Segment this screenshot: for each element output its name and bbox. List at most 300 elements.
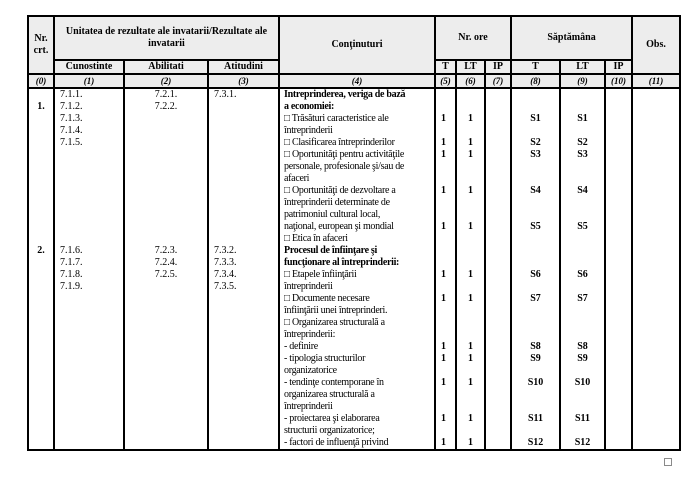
table-line-lt: 1 [468,269,474,280]
header-row-indices [28,74,680,88]
header-saptamana: Săptămâna [511,16,632,60]
table-line-content: □ Etica în afaceri [284,233,348,244]
table-line-ip [486,353,510,365]
table-line-num [29,413,53,425]
table-line-abi [125,317,207,329]
table-line-ati [209,293,278,305]
table-line-content: - factori de influenţă privind [284,437,389,448]
table-line-sip [606,113,631,125]
table-line-ati [209,413,278,425]
table-line-cun [55,221,123,233]
table-line-slt [561,89,604,101]
table-line-cun: 7.1.2. [60,101,83,112]
table-line-ati [209,137,278,149]
col-index-3: (3) [208,74,279,88]
body-col-sapt-ip [605,88,632,450]
table-line-ip [486,329,510,341]
table-line-lt: 1 [468,221,474,232]
table-line-sip [606,161,631,173]
table-line-t [436,329,455,341]
table-line-num [29,269,53,281]
table-line-num [29,353,53,365]
table-line-num [29,233,53,245]
table-line-sip [606,173,631,185]
table-line-obs [633,113,679,125]
table-line-t [436,245,455,257]
table-line-ati: 7.3.2. [214,245,237,256]
table-line-obs [633,341,679,353]
table-line-num [29,281,53,293]
table-line-slt: S8 [577,341,588,352]
table-line-st: S9 [530,353,541,364]
table-line-cun [55,377,123,389]
table-line-ati [209,389,278,401]
col-index-7: (7) [485,74,511,88]
table-line-slt: S10 [574,377,591,388]
table-line-ip [486,341,510,353]
table-line-ati [209,317,278,329]
table-line-ati [209,197,278,209]
table-line-abi [125,197,207,209]
table-line-slt [561,101,604,113]
table-line-obs [633,437,679,449]
table-line-ati [209,233,278,245]
table-line-obs [633,185,679,197]
table-line-st [512,305,559,317]
table-line-st: S5 [530,221,541,232]
table-line-abi [125,113,207,125]
table-line-t: 1 [441,293,447,304]
table-line-t: 1 [441,341,447,352]
table-line-ip [486,137,510,149]
header-ore-t: T [435,60,456,74]
table-line-t [436,365,455,377]
table-line-content: - proiectarea şi elaborarea [284,413,380,424]
table-line-num [29,197,53,209]
table-line-slt [561,257,604,269]
table-line-obs [633,425,679,437]
table-line-abi [125,365,207,377]
table-line-cun: 7.1.8. [60,269,83,280]
table-line-st: S12 [527,437,544,448]
table-line-slt [561,245,604,257]
col-index-8: (8) [511,74,560,88]
table-line-abi [125,305,207,317]
table-line-lt: 1 [468,377,474,388]
table-line-cun: 7.1.6. [60,245,83,256]
table-line-ip [486,125,510,137]
table-line-lt [457,329,484,341]
table-line-ip [486,293,510,305]
table-line-ip [486,197,510,209]
table-line-sip [606,125,631,137]
table-line-ip [486,209,510,221]
table-line-ip [486,269,510,281]
table-line-lt [457,389,484,401]
table-line-t: 1 [441,353,447,364]
table-line-t [436,209,455,221]
table-line-slt [561,161,604,173]
table-line-abi [125,353,207,365]
table-line-st [512,317,559,329]
table-line-ip [486,281,510,293]
table-line-abi: 7.2.1. [154,89,178,100]
table-line-lt [457,245,484,257]
table-line-cun: 7.1.7. [60,257,83,268]
table-line-st: S1 [530,113,541,124]
table-line-obs [633,161,679,173]
table-line-ati: 7.3.1. [214,89,237,100]
table-line-abi [125,173,207,185]
body-col-atitudini [208,88,279,450]
table-line-slt [561,365,604,377]
table-line-content: □ Oportunităţi pentru activităţile [284,149,404,160]
table-line-abi [125,341,207,353]
table-line-obs [633,137,679,149]
table-line-slt [561,209,604,221]
table-line-t [436,389,455,401]
table-line-content: înfiinţării unei întreprinderi. [284,305,388,316]
table-line-slt: S9 [577,353,588,364]
table-line-sip [606,293,631,305]
table-line-ip [486,149,510,161]
table-line-slt: S11 [575,413,591,424]
table-line-obs [633,269,679,281]
header-sapt-t: T [511,60,560,74]
table-line-num [29,389,53,401]
table-line-ip [486,365,510,377]
table-line-abi: 7.2.5. [154,269,178,280]
table-line-st: S11 [528,413,544,424]
table-line-t: 1 [441,437,447,448]
table-line-lt: 1 [468,413,474,424]
table-line-t: 1 [441,377,447,388]
table-line-t: 1 [441,413,447,424]
body-col-abilitati [124,88,208,450]
table-line-st [512,233,559,245]
table-line-cun [55,197,123,209]
table-line-ati [209,161,278,173]
table-line-ip [486,185,510,197]
header-sapt-ip: IP [605,60,632,74]
table-line-ati [209,341,278,353]
header-sapt-lt: LT [560,60,605,74]
table-line-st [512,161,559,173]
table-line-content: □ Clasificarea întreprinderilor [284,137,395,148]
table-line-abi [125,233,207,245]
table-line-content: întreprinderii determinate de [284,197,390,208]
table-line-st [512,365,559,377]
header-nr-crt: Nr. crt. [28,16,54,74]
table-line-cun [55,293,123,305]
table-line-lt [457,317,484,329]
table-line-obs [633,233,679,245]
table-line-ip [486,413,510,425]
table-line-ati: 7.3.5. [214,281,237,292]
table-line-content: structurii organizatorice; [284,425,375,436]
header-ore-lt: LT [456,60,485,74]
table-line-num [29,149,53,161]
table-line-st: S4 [530,185,541,196]
table-line-lt: 1 [468,437,474,448]
header-continuturi: Conţinuturi [279,16,435,74]
table-line-obs [633,281,679,293]
table-line-lt: 1 [468,341,474,352]
table-line-slt: S4 [577,185,588,196]
table-line-ip [486,401,510,413]
table-line-content: Intreprinderea, veriga de bază [284,89,406,100]
table-line-slt: S3 [577,149,588,160]
table-line-cun: 7.1.9. [60,281,83,292]
table-line-obs [633,257,679,269]
table-line-num [29,125,53,137]
table-line-obs [633,149,679,161]
table-line-t: 1 [441,269,447,280]
table-line-sip [606,269,631,281]
table-line-sip [606,329,631,341]
table-line-cun [55,185,123,197]
table-line-st: S8 [530,341,541,352]
table-line-num: 2. [37,245,45,256]
table-line-ati [209,125,278,137]
table-line-abi [125,149,207,161]
table-line-sip [606,137,631,149]
table-line-num [29,257,53,269]
table-line-obs [633,365,679,377]
table-line-sip [606,353,631,365]
table-line-num [29,305,53,317]
table-line-st [512,125,559,137]
table-line-lt [457,161,484,173]
table-line-ip [486,173,510,185]
table-line-abi [125,413,207,425]
table-line-num [29,113,53,125]
table-line-t [436,197,455,209]
table-line-st [512,245,559,257]
table-line-abi [125,137,207,149]
table-line-ip [486,221,510,233]
table-line-t [436,281,455,293]
table-line-cun [55,305,123,317]
table-line-obs [633,329,679,341]
table-line-abi [125,209,207,221]
table-line-ip [486,437,510,449]
table-line-lt [457,233,484,245]
table-line-obs [633,245,679,257]
table-line-sip [606,437,631,449]
table-line-ati: 7.3.4. [214,269,237,280]
table-line-obs [633,413,679,425]
table-line-obs [633,221,679,233]
table-line-ati [209,437,278,449]
table-line-t: 1 [441,113,447,124]
table-line-ip [486,101,510,113]
table-line-slt [561,305,604,317]
table-line-obs [633,125,679,137]
table-line-ati [209,329,278,341]
table-line-abi [125,389,207,401]
table-line-abi [125,161,207,173]
table-line-sip [606,341,631,353]
table-line-content: personale, profesionale şi/sau de [284,161,405,172]
table-line-t [436,233,455,245]
table-line-st: S10 [527,377,544,388]
table-line-lt: 1 [468,185,474,196]
table-line-ip [486,161,510,173]
table-line-content: afaceri [284,173,310,184]
table-line-num [29,221,53,233]
table-line-lt [457,173,484,185]
col-index-11: (11) [632,74,680,88]
header-unit-results: Unitatea de rezultate ale invatarii/Rezultate ale invatarii [54,16,279,60]
table-line-t: 1 [441,137,447,148]
table-line-st [512,329,559,341]
body-col-nr-crt [28,88,54,450]
table-line-sip [606,245,631,257]
table-line-content: - tipologia structurilor [284,353,366,364]
table-line-ati [209,353,278,365]
table-line-t [436,173,455,185]
header-row-main [28,16,680,60]
table-line-num [29,425,53,437]
table-line-slt: S12 [574,437,591,448]
table-line-cun [55,317,123,329]
body-col-ore-ip [485,88,511,450]
table-line-slt [561,173,604,185]
col-index-1: (1) [54,74,124,88]
table-line-lt [457,425,484,437]
table-line-sip [606,377,631,389]
table-line-t [436,257,455,269]
table-line-ip [486,89,510,101]
table-line-cun [55,401,123,413]
table-line-content: întreprinderii [284,281,333,292]
table-line-lt [457,125,484,137]
table-line-content: întreprinderii [284,401,333,412]
table-line-obs [633,293,679,305]
col-index-6: (6) [456,74,485,88]
table-line-content: întreprinderii [284,125,333,136]
table-line-num [29,377,53,389]
table-line-abi: 7.2.4. [154,257,178,268]
table-line-st [512,401,559,413]
table-line-num [29,209,53,221]
table-line-content: naţional, european şi mondial [284,221,394,232]
table-line-t: 1 [441,149,447,160]
body-col-sapt-t [511,88,560,450]
table-line-st [512,389,559,401]
col-index-5: (5) [435,74,456,88]
header-atitudini: Atitudini [208,60,279,74]
table-line-slt [561,425,604,437]
table-line-cun [55,365,123,377]
table-line-num [29,173,53,185]
table-line-lt: 1 [468,293,474,304]
table-line-ati [209,185,278,197]
table-line-sip [606,149,631,161]
table-line-t [436,317,455,329]
table-line-content: □ Documente necesare [284,293,370,304]
table-line-slt [561,317,604,329]
table-line-st: S2 [530,137,541,148]
table-line-sip [606,197,631,209]
table-line-ati [209,209,278,221]
table-line-slt: S1 [577,113,588,124]
table-line-t: 1 [441,221,447,232]
table-line-num [29,341,53,353]
table-line-ati [209,101,278,113]
table-line-content: patrimoniul cultural local, [284,209,381,220]
table-line-cun [55,353,123,365]
table-line-abi [125,401,207,413]
table-line-lt [457,257,484,269]
table-line-st [512,209,559,221]
table-line-slt [561,233,604,245]
table-line-num: 1. [37,101,45,112]
col-index-2: (2) [124,74,208,88]
table-line-obs [633,209,679,221]
table-line-lt [457,89,484,101]
header-abilitati: Abilitati [124,60,208,74]
table-line-lt [457,401,484,413]
table-line-slt [561,281,604,293]
table-line-cun: 7.1.4. [60,125,83,136]
table-line-ati [209,365,278,377]
table-line-cun [55,389,123,401]
table-line-st [512,425,559,437]
col-index-0: (0) [28,74,54,88]
table-line-sip [606,185,631,197]
table-line-t [436,101,455,113]
table-line-slt: S7 [577,293,588,304]
table-line-content: □ Etapele înfiinţării [284,269,357,280]
table-line-ati [209,113,278,125]
table-line-obs [633,389,679,401]
table-line-abi: 7.2.3. [154,245,178,256]
table-line-t [436,401,455,413]
table-line-ip [486,245,510,257]
table-line-num [29,185,53,197]
table-line-st: S3 [530,149,541,160]
table-line-t: 1 [441,185,447,196]
table-line-sip [606,425,631,437]
table-line-t [436,89,455,101]
table-line-cun [55,173,123,185]
table-line-cun [55,233,123,245]
table-line-ip [486,389,510,401]
table-line-sip [606,317,631,329]
table-line-ip [486,377,510,389]
table-line-lt [457,305,484,317]
table-line-sip [606,221,631,233]
table-line-st [512,89,559,101]
table-line-cun [55,413,123,425]
table-line-ati [209,377,278,389]
table-line-lt: 1 [468,149,474,160]
table-line-content: - definire [284,341,318,352]
table-line-st [512,197,559,209]
table-line-slt: S5 [577,221,588,232]
table-line-content: întreprinderii: [284,329,336,340]
table-line-st: S7 [530,293,541,304]
body-col-obs [632,88,680,450]
table-line-slt [561,389,604,401]
table-line-obs [633,101,679,113]
table-line-abi [125,185,207,197]
col-index-10: (10) [605,74,632,88]
table-line-lt [457,365,484,377]
table-line-num [29,317,53,329]
